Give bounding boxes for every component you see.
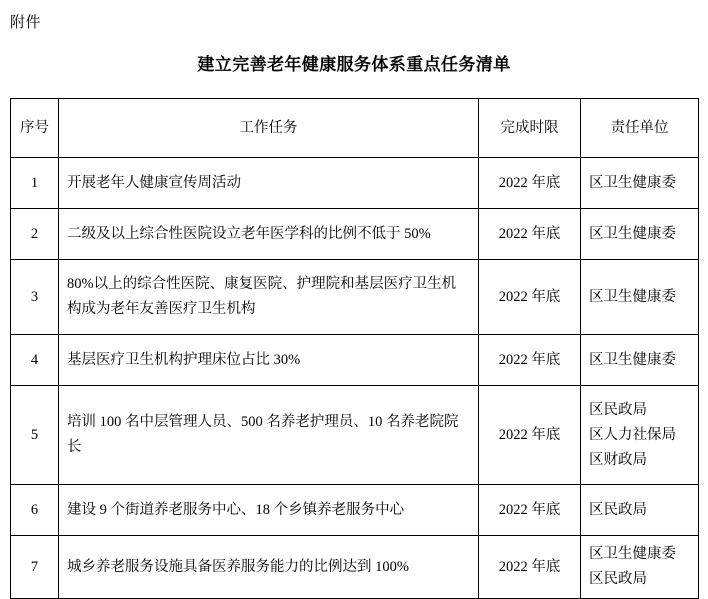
column-header-task: 工作任务 xyxy=(59,99,479,158)
unit-line: 区卫生健康委 xyxy=(589,288,676,305)
cell-task: 基层医疗卫生机构护理床位占比 30% xyxy=(59,335,479,386)
cell-unit xyxy=(581,158,699,209)
table-row xyxy=(11,536,699,599)
table-row xyxy=(11,335,699,386)
cell-unit xyxy=(581,536,699,599)
cell-deadline: 2022 年底 xyxy=(479,485,581,536)
cell-deadline: 2022 年底 xyxy=(479,335,581,386)
table-row xyxy=(11,386,699,485)
cell-seq: 3 xyxy=(11,260,59,335)
cell-seq: 5 xyxy=(11,386,59,485)
cell-deadline: 2022 年底 xyxy=(479,386,581,485)
cell-task: 培训 100 名中层管理人员、500 名养老护理员、10 名养老院院长 xyxy=(59,386,479,485)
cell-task: 城乡养老服务设施具备医养服务能力的比例达到 100% xyxy=(59,536,479,599)
cell-unit xyxy=(581,209,699,260)
cell-seq: 7 xyxy=(11,536,59,599)
cell-deadline: 2022 年底 xyxy=(479,260,581,335)
cell-deadline: 2022 年底 xyxy=(479,536,581,599)
column-header-deadline: 完成时限 xyxy=(479,99,581,158)
cell-unit xyxy=(581,386,699,485)
cell-unit xyxy=(581,485,699,536)
cell-deadline: 2022 年底 xyxy=(479,209,581,260)
cell-seq: 1 xyxy=(11,158,59,209)
table-row xyxy=(11,209,699,260)
unit-line: 区卫生健康委 xyxy=(589,351,676,368)
task-list-table xyxy=(10,98,699,599)
cell-seq: 4 xyxy=(11,335,59,386)
table-header-row xyxy=(11,99,699,158)
cell-seq: 2 xyxy=(11,209,59,260)
table-row xyxy=(11,260,699,335)
column-header-seq: 序号 xyxy=(11,99,59,158)
cell-task: 二级及以上综合性医院设立老年医学科的比例不低于 50% xyxy=(59,209,479,260)
unit-line: 区财政局 xyxy=(589,451,647,468)
cell-task: 80%以上的综合性医院、康复医院、护理院和基层医疗卫生机构成为老年友善医疗卫生机构 xyxy=(59,260,479,335)
unit-line: 区民政局 xyxy=(589,571,647,587)
unit-line: 区卫生健康委 xyxy=(589,225,676,242)
page-title: 建立完善老年健康服务体系重点任务清单 xyxy=(197,55,511,74)
cell-deadline: 2022 年底 xyxy=(479,158,581,209)
cell-unit xyxy=(581,335,699,386)
table-row xyxy=(11,158,699,209)
column-header-unit: 责任单位 xyxy=(581,99,699,158)
unit-line: 区卫生健康委 xyxy=(589,174,676,191)
table-row xyxy=(11,485,699,536)
unit-line: 区民政局 xyxy=(589,401,647,418)
cell-task: 建设 9 个街道养老服务中心、18 个乡镇养老服务中心 xyxy=(59,485,479,536)
unit-line: 区卫生健康委 xyxy=(589,546,676,562)
cell-task: 开展老年人健康宣传周活动 xyxy=(59,158,479,209)
cell-seq: 6 xyxy=(11,485,59,536)
attachment-label: 附件 xyxy=(10,15,42,31)
cell-unit xyxy=(581,260,699,335)
unit-line: 区民政局 xyxy=(589,501,647,518)
unit-line: 区人力社保局 xyxy=(589,426,676,443)
